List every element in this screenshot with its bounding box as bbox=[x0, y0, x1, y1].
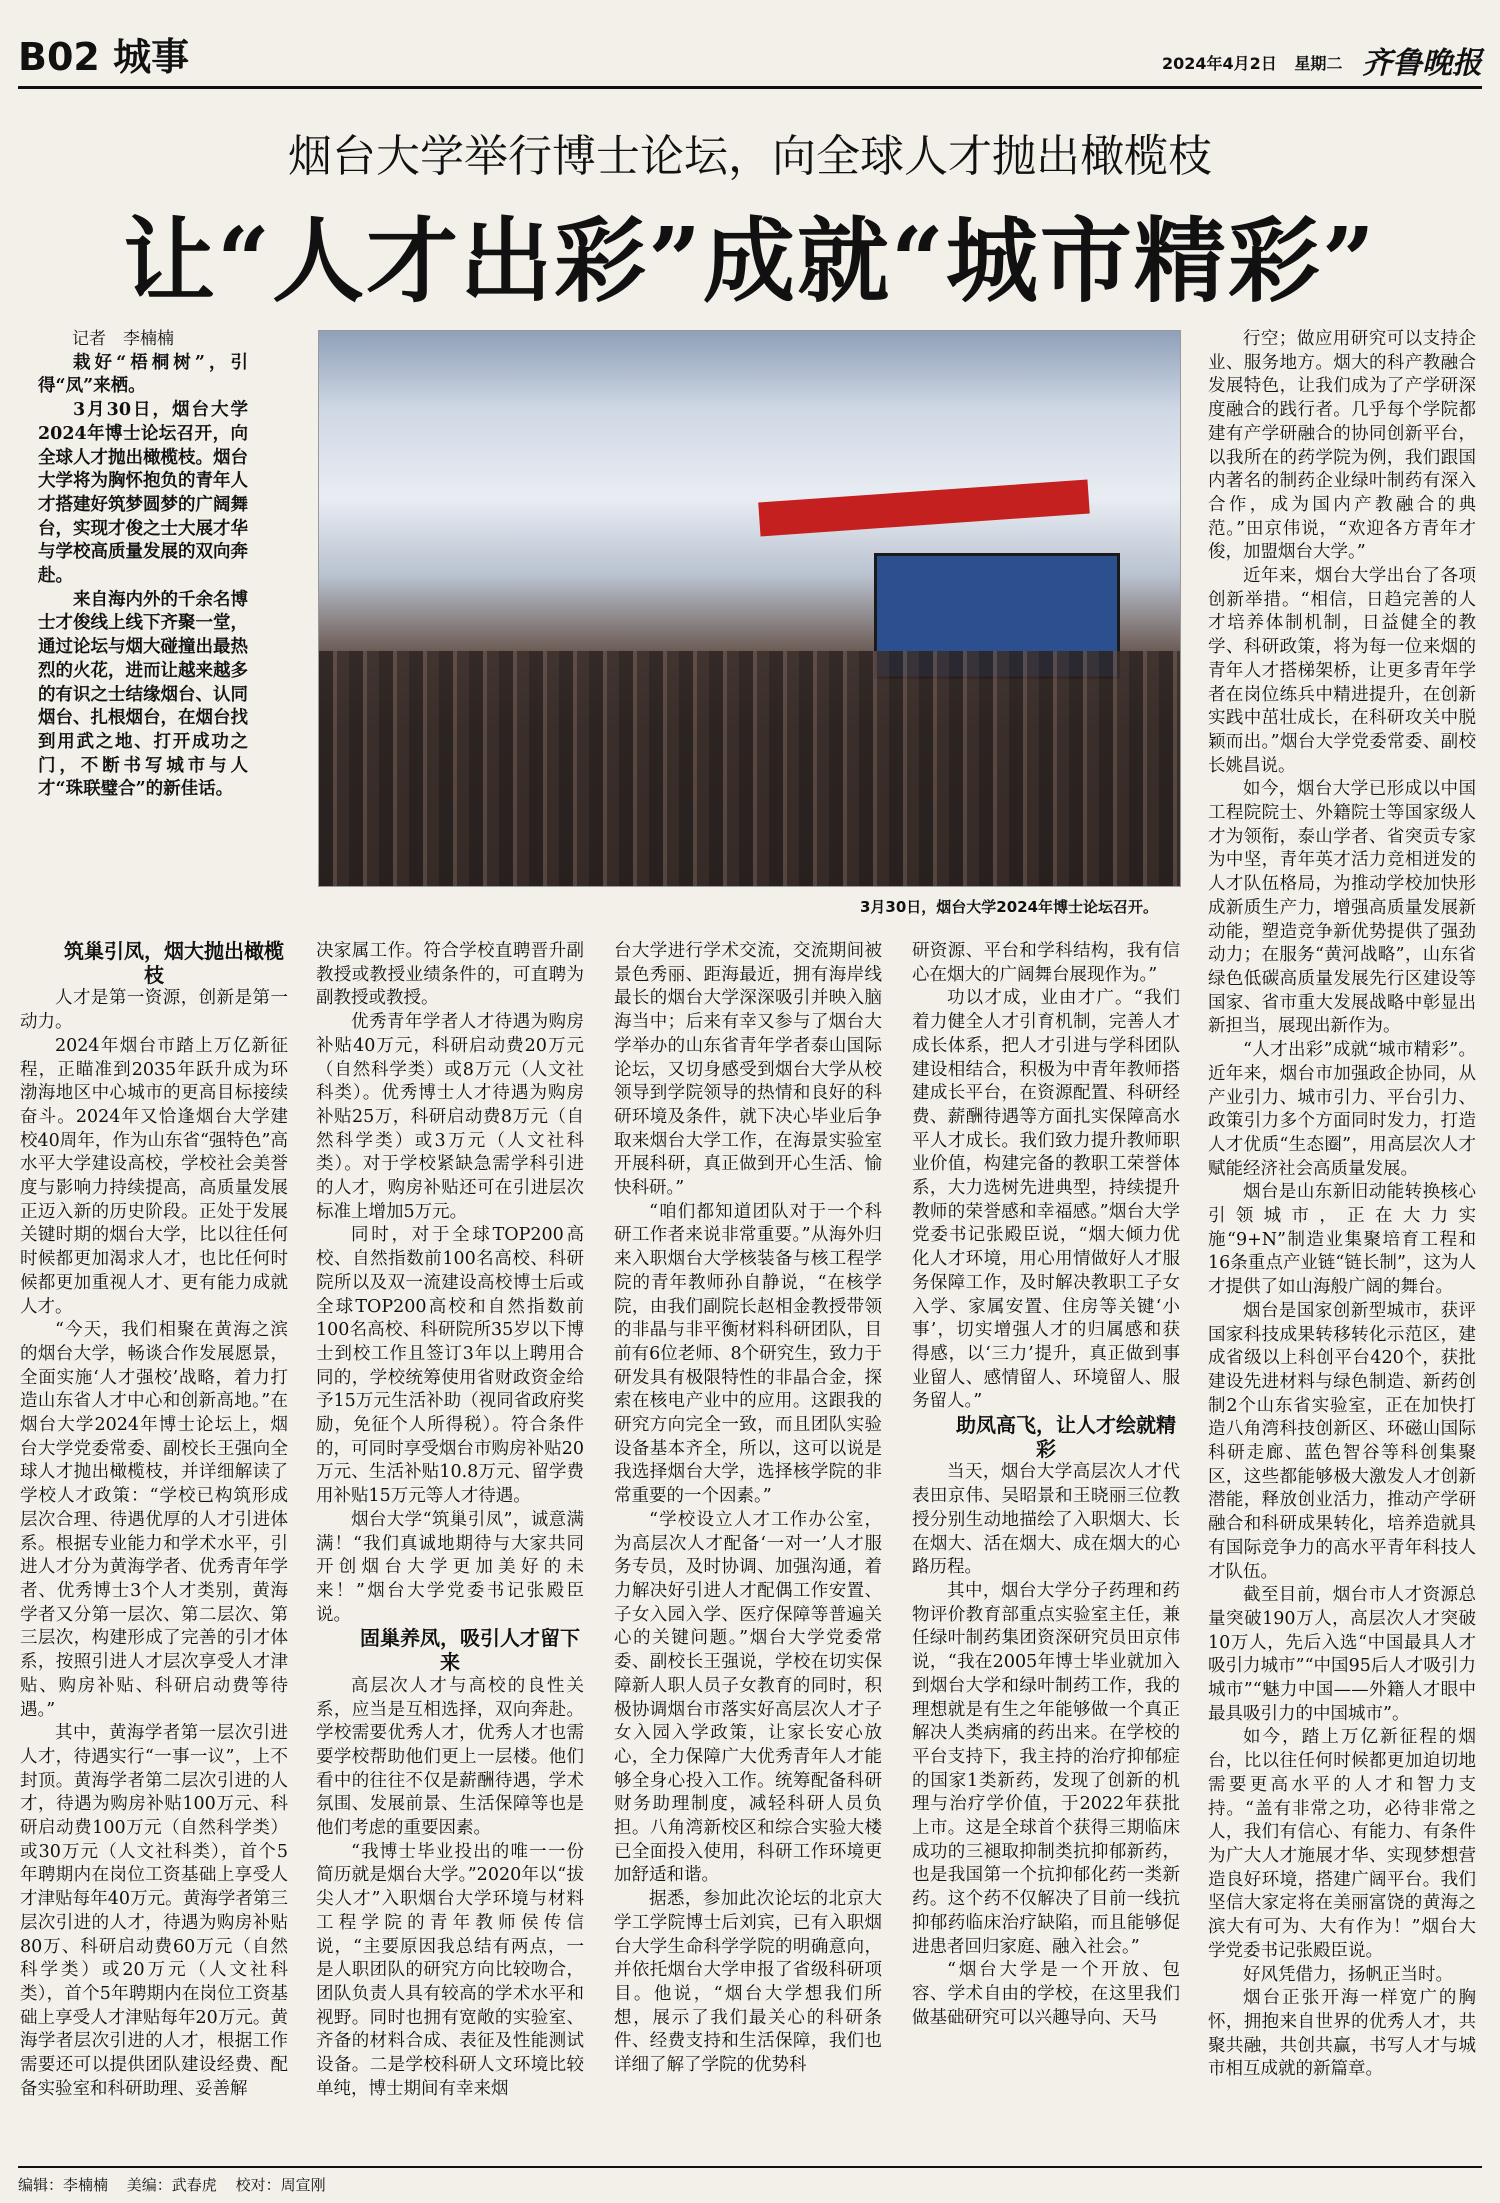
body-paragraph: 烟台是国家创新型城市，获评国家科技成果转移转化示范区，建成省级以上科创平台420个，获批建设先进材料与绿色制造、新药创制2个山东省实验室，正在加快打造八角湾科技创新区、环磁山国际科研走廊、蓝色智谷等科创集聚区，这些都能够极大激发人才创新潜能，释放创业活力，推动产学研融合和科研成果转化，培养造就具有国际竞争力的高水平青年科技人才队伍。 bbox=[1208, 1300, 1476, 1582]
forum-photo bbox=[318, 330, 1181, 887]
section-heading: 固巢养凤，吸引人才留下来 bbox=[360, 1626, 580, 1675]
column-3 bbox=[614, 940, 882, 2153]
body-paragraph: 研资源、平台和学科结构，我有信心在烟大的广阔舞台展现作为。” bbox=[912, 941, 1180, 985]
body-paragraph: 烟台正张开海一样宽广的胸怀，拥抱来自世界的优秀人才，共聚共融，共创共赢，书写人才与城市相互成就的新篇章。 bbox=[1208, 1988, 1476, 2080]
body-paragraph: 功以才成，业由才广。“我们着力健全人才引育机制，完善人才成长体系，把人才引进与学科团队建设相结合，积极为中青年教师搭建成长平台，在资源配置、科研经费、薪酬待遇等方面扎实保障高水平人才成长。我们致力提升教师职业价值，构建完备的教职工荣誉体系，大力选树先进典型，持续提升教师的荣誉感和幸福感。”烟台大学党委书记张殿臣说，“烟大倾力优化人才环境，用心用情做好人才服务保障工作，及时解决教职工子女入学、家属安置、住房等关键‘小事’，切实增强人才的归属感和获得感，以‘三力’提升，真正做到事业留人、感情留人、环境留人、服务留人。” bbox=[912, 988, 1180, 1412]
body-paragraph: 决家属工作。符合学校直聘晋升副教授或教授业绩条件的，可直聘为副教授或教授。 bbox=[316, 941, 584, 1009]
issue-date: 2024年4月2日 bbox=[1162, 54, 1277, 73]
body-paragraph: 同时，对于全球TOP200高校、自然指数前100名高校、科研院所以及双一流建设高校博士后或全球TOP200高校和自然指数前100名高校、科研院所35岁以下博士到校工作且签订3年以上聘用合同的，学校统筹使用省财政资金给予15万元生活补助（视同省政府奖励，免征个人所得税）。符合条件的，可同时享受烟台市购房补贴20万元、生活补贴10.8万元、留学费用补贴15万元等人才待遇。 bbox=[316, 1225, 584, 1507]
body-paragraph: “今天，我们相聚在黄海之滨的烟台大学，畅谈合作发展愿景，全面实施‘人才强校’战略，着力打造山东省人才中心和创新高地。”在烟台大学2024年博士论坛上，烟台大学党委常委、副校长王强向全球人才抛出橄榄枝，并详细解读了学校人才政策：“学校已构筑形成层次合理、待遇优厚的人才引进体系。根据专业能力和学术水平，引进人才分为黄海学者、优秀青年学者、优秀博士3个人才类别，黄海学者又分第一层次、第二层次、第三层次，构建形成了完善的引才体系，按照引进人才层次享受人才津贴、购房补贴、科研启动费等待遇。” bbox=[20, 1320, 288, 1720]
column-5 bbox=[1208, 328, 1476, 2153]
body-paragraph: 当天，烟台大学高层次人才代表田京伟、吴昭景和王晓丽三位教授分别生动地描绘了入职烟大、长在烟大、活在烟大、成在烟大的心路历程。 bbox=[912, 1462, 1180, 1578]
body-paragraph: 据悉，参加此次论坛的北京大学工学院博士后刘宾，已有入职烟台大学生命科学学院的明确意向，并依托烟台大学申报了省级科研项目。他说，“烟台大学想我们所想，展示了我们最关心的科研条件、经费支持和生活保障，我们也详细了解了学院的优势科 bbox=[614, 1889, 882, 2076]
body-paragraph: 其中，黄海学者第一层次引进人才，待遇实行“一事一议”，上不封顶。黄海学者第二层次引进的人才，待遇为购房补贴100万元、科研启动费100万元（自然科学类）或30万元（人文社科类），首个5年聘期内在岗位工资基础上享受人才津贴每年40万元。黄海学者第三层次引进的人才，待遇为购房补贴80万、科研启动费60万元（自然科学类）或20万元（人文社科类），首个5年聘期内在岗位工资基础上享受人才津贴每年20万元。黄海学者层次引进的人才，根据工作需要还可以提供团队建设经费、配备实验室和科研助理、妥善解 bbox=[20, 1723, 288, 2099]
page-section-label: B02 城事 bbox=[18, 35, 190, 79]
lead-paragraph: 栽好“梧桐树”，引得“凤”来栖。 bbox=[38, 352, 248, 397]
designer-credit: 美编：武春虎 bbox=[126, 2176, 217, 2194]
body-paragraph: “咱们都知道团队对于一个科研工作者来说非常重要。”从海外归来入职烟台大学核装备与核工程学院的青年教师孙自静说，“在核学院，由我们副院长赵相金教授带领的非晶与非平衡材料科研团队，目前有6位老师、8个研究生，致力于研发具有极限特性的非晶合金，探索在核电产业中的应用。这跟我的研究方向完全一致，而且团队实验设备基本齐全，所以，这可以说是我选择烟台大学，选择核学院的非常重要的一个因素。” bbox=[614, 1201, 882, 1507]
column-1 bbox=[20, 940, 288, 2153]
body-paragraph: “学校设立人才工作办公室，为高层次人才配备‘一对一’人才服务专员，及时协调、加强沟通，着力解决好引进人才配偶工作安置、子女入园入学、医疗保障等普遍关心的关键问题。”烟台大学党委常委、副校长王强说，学校在切实保障新人职人员子女教育的同时，积极协调烟台市落实好高层次人才子女入园入学政策，让家长安心放心，全力保障广大优秀青年人才能够全身心投入工作。统筹配备科研财务助理制度，减轻科研人员负担。八角湾新校区和综合实验大楼已全面投入使用，科研工作环境更加舒适和谐。 bbox=[614, 1509, 882, 1886]
body-paragraph: 行空；做应用研究可以支持企业、服务地方。烟大的科产教融合发展特色，让我们成为了产学研深度融合的践行者。几乎每个学院都建有产学研融合的协同创新平台，以我所在的药学院为例，我们跟国内著名的制药企业绿叶制药有深入合作，成为国内产教融合的典范。”田京伟说，“欢迎各方青年才俊，加盟烟台大学。” bbox=[1208, 329, 1476, 563]
photo-caption: 3月30日，烟台大学2024年博士论坛召开。 bbox=[860, 898, 1159, 916]
lead-column bbox=[38, 328, 248, 848]
byline: 记者 李楠楠 bbox=[72, 329, 174, 349]
header-rule bbox=[18, 86, 1482, 89]
proofreader-credit: 校对：周宣刚 bbox=[235, 2176, 326, 2194]
page-header bbox=[18, 22, 1482, 82]
footer-rule bbox=[18, 2166, 1482, 2168]
column-4 bbox=[912, 940, 1180, 2153]
body-paragraph: 近年来，烟台大学出台了各项创新举措。“相信，日趋完善的人才培养体制机制，日益健全的教学、科研政策，将为每一位来烟的青年人才搭梯架桥，让更多青年学者在岗位练兵中精进提升，在创新实践中茁壮成长，在科研攻关中脱颖而出。”烟台大学党委常委、副校长姚昌说。 bbox=[1208, 566, 1476, 776]
body-paragraph: 高层次人才与高校的良性关系，应当是互相选择，双向奔赴。学校需要优秀人才，优秀人才也需要学校帮助他们更上一层楼。他们看中的往往不仅是薪酬待遇，学术氛围、发展前景、生活保障等也是他们考虑的重要因素。 bbox=[316, 1675, 584, 1839]
photo-banner-shape bbox=[758, 480, 1090, 537]
lead-paragraph: 3月30日，烟台大学2024年博士论坛召开，向全球人才抛出橄榄枝。烟台大学将为胸怀抱负的青年人才搭建好筑梦圆梦的广阔舞台，实现才俊之士大展才华与学校高质量发展的双向奔赴。 bbox=[38, 400, 248, 587]
body-paragraph: 其中，烟台大学分子药理和药物评价教育部重点实验室主任，兼任绿叶制药集团资深研究员田京伟说，“我在2005年博士毕业就加入到烟台大学和绿叶制药工作，我的理想就是有生之年能够做一个真正解决人类病痛的药出来。在学校的平台支持下，我主持的治疗抑郁症的国家1类新药，发现了创新的机理与治疗学价值，于2022年获批上市。这是全球首个获得三期临床成功的三褪取抑制类抗抑郁新药，也是我国第一个抗抑郁化药一类新药。这个药不仅解决了目前一线抗抑郁药临床治疗缺陷，而且能够促进患者回归家庭、融入社会。” bbox=[912, 1580, 1180, 1957]
article-headline: 让“人才出彩”成就“城市精彩” bbox=[123, 207, 1377, 315]
page-footer bbox=[18, 2174, 340, 2195]
newspaper-masthead: 齐鲁晚报 bbox=[1362, 46, 1482, 81]
body-paragraph: 2024年烟台市踏上万亿新征程，正瞄准到2035年跃升成为环渤海地区中心城市的更高目标接续奋斗。2024年又恰逢烟台大学建校40周年，作为山东省“强特色”高水平大学建设高校，学校社会美誉度与影响力持续提高，高质量发展正迈入新的历史阶段。正处于发展关键时期的烟台大学，比以往任何时候都更加渴求人才，也比任何时候都更加重视人才、更有能力成就人才。 bbox=[20, 1035, 288, 1317]
header-date-block bbox=[1162, 38, 1482, 82]
body-paragraph: “我博士毕业投出的唯一一份简历就是烟台大学。”2020年以“拔尖人才”入职烟台大学环境与材料工程学院的青年教师侯传信说，“主要原因我总结有两点，一是人职团队的研究方向比较吻合，团队负责人具有较高的学术水平和视野。同时也拥有宽敞的实验室、齐备的材料合成、表征及性能测试设备。二是学校科研人文环境比较单纯，博士期间有幸来烟 bbox=[316, 1841, 584, 2099]
body-paragraph: “烟台大学是一个开放、包容、学术自由的学校，在这里我们做基础研究可以兴趣导向、天马 bbox=[912, 1960, 1180, 2028]
body-paragraph: 烟台是山东新旧动能转换核心引领城市，正在大力实施“9+N”制造业集聚培育工程和16条重点产业链“链长制”，这为人才提供了如山海般广阔的舞台。 bbox=[1208, 1182, 1476, 1298]
body-paragraph: 如今，烟台大学已形成以中国工程院院士、外籍院士等国家级人才为领衔，泰山学者、省突贡专家为中坚，青年英才活力竞相迸发的人才队伍格局，为推动学校加快形成新质生产力，增强高质量发展新动能，塑造竞争新优势提供了强劲动力；在服务“黄河战略”，山东省绿色低碳高质量发展先行区建设等国家、省市重大发展战略中彰显出新担当，展现出新作为。 bbox=[1208, 779, 1476, 1037]
lead-paragraph: 来自海内外的千余名博士才俊线上线下齐聚一堂，通过论坛与烟大碰撞出最热烈的火花，进而让越来越多的有识之士结缘烟台、认同烟台、扎根烟台，在烟台找到用武之地、打开成功之门，不断书写城市与人才“珠联璧合”的新佳话。 bbox=[38, 589, 248, 800]
section-heading: 助凤高飞，让人才绘就精彩 bbox=[956, 1413, 1176, 1461]
section-heading: 筑巢引凤，烟大抛出橄榄枝 bbox=[64, 940, 284, 987]
editor-credit: 编辑：李楠楠 bbox=[18, 2176, 109, 2194]
body-paragraph: 烟台大学“筑巢引凤”，诚意满满！“我们真诚地期待与大家共同开创烟台大学更加美好的未来！”烟台大学党委书记张殿臣说。 bbox=[316, 1509, 584, 1625]
body-paragraph: “人才出彩”成就“城市精彩”。近年来，烟台市加强政企协同，从产业引力、城市引力、平台引力、政策引力多个方面同时发力，打造人才优质“生态圈”，用高层次人才赋能经济社会高质量发展。 bbox=[1208, 1040, 1476, 1179]
body-paragraph: 人才是第一资源，创新是第一动力。 bbox=[20, 988, 288, 1033]
issue-weekday: 星期二 bbox=[1294, 54, 1343, 73]
body-paragraph: 截至目前，烟台市人才资源总量突破190万人，高层次人才突破10万人，先后入选“中国最具人才吸引力城市”“中国95后人才吸引力城市”“魅力中国——外籍人才眼中最具吸引力的中国城市”。 bbox=[1208, 1585, 1476, 1724]
body-paragraph: 好风凭借力，扬帆正当时。 bbox=[1243, 1964, 1453, 1985]
body-paragraph: 优秀青年学者人才待遇为购房补贴40万元，科研启动费20万元（自然科学类）或8万元（人文社科类）。优秀博士人才待遇为购房补贴25万，科研启动费8万元（自然科学类）或3万元（人文社科类）。对于学校紧缺急需学科引进的人才，购房补贴还可在引进层次标准上增加5万元。 bbox=[316, 1012, 584, 1222]
body-paragraph: 如今，踏上万亿新征程的烟台，比以往任何时候都更加迫切地需要更高水平的人才和智力支持。“盖有非常之功，必待非常之人，我们有信心、有能力、有条件为广大人才施展才华、实现梦想营造良好环境，搭建广阔平台。我们坚信大家定将在美丽富饶的黄海之滨大有可为、大有作为！”烟台大学党委书记张殿臣说。 bbox=[1208, 1727, 1476, 1961]
article-subhead: 烟台大学举行博士论坛，向全球人才抛出橄榄枝 bbox=[288, 131, 1212, 182]
photo-audience-shape bbox=[319, 651, 1180, 886]
column-2 bbox=[316, 940, 584, 2153]
body-paragraph: 台大学进行学术交流，交流期间被景色秀丽、距海最近，拥有海岸线最长的烟台大学深深吸引并映入脑海当中；后来有幸又参与了烟台大学举办的山东省青年学者泰山国际论坛，又切身感受到烟台大学从校领导到学院领导的热情和良好的科研环境及条件，就下决心毕业后争取来烟台大学工作，在海景实验室开展科研，真正做到开心生活、愉快科研。” bbox=[614, 941, 882, 1199]
